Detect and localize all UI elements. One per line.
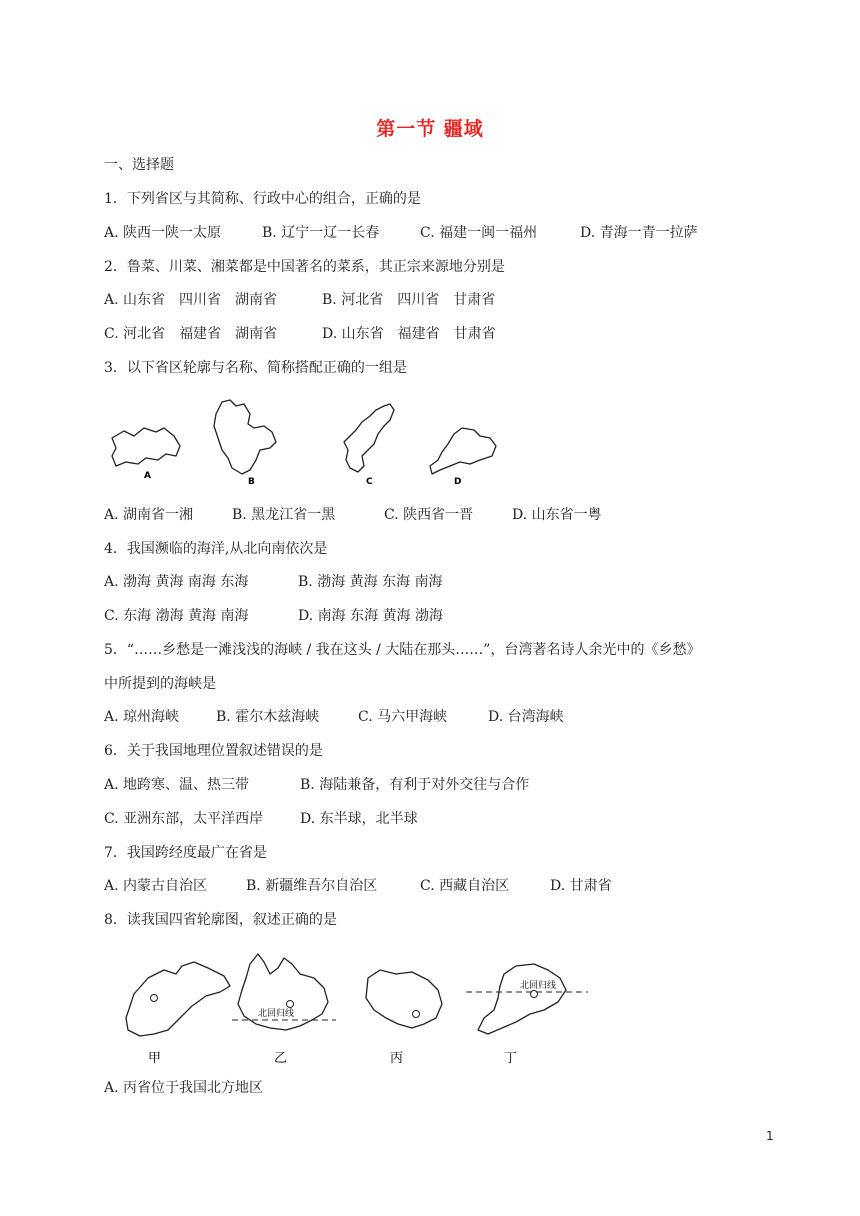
figure-label-jia: 甲	[148, 1051, 162, 1066]
q1-option-b[interactable]: B. 辽宁一辽一长春	[262, 225, 380, 241]
q5-option-a[interactable]: A. 琼州海峡	[104, 709, 180, 725]
question-4-options-row1	[104, 572, 443, 592]
question-2-options-row1	[104, 290, 495, 310]
capital-marker-jia	[151, 995, 158, 1002]
q4-option-a[interactable]: A. 渤海 黄海 南海 东海	[104, 574, 249, 590]
question-3-options	[104, 505, 602, 525]
q2-option-a[interactable]: A. 山东省 四川省 湖南省	[104, 292, 278, 308]
outline-d	[430, 428, 496, 474]
question-2-options-row2	[104, 324, 496, 344]
outline-label-c: C	[366, 477, 373, 487]
q2-option-b[interactable]: B. 河北省 四川省 甘肃省	[322, 292, 496, 308]
question-5-stem-cont: 中所提到的海峡是	[104, 676, 216, 692]
q1-option-c[interactable]: C. 福建一闽一福州	[420, 225, 538, 241]
province-outline-figure	[104, 398, 504, 497]
q3-option-a[interactable]: A. 湖南省一湘	[104, 507, 194, 523]
page-number: 1	[766, 1129, 774, 1143]
q5-option-c[interactable]: C. 马六甲海峡	[358, 709, 448, 725]
q6-option-b[interactable]: B. 海陆兼备，有利于对外交往与合作	[300, 777, 530, 793]
q6-option-a[interactable]: A. 地跨寒、温、热三带	[104, 777, 250, 793]
figure-label-bing: 丙	[390, 1051, 404, 1066]
page-title: 第一节 疆域	[376, 118, 484, 140]
q3-option-b[interactable]: B. 黑龙江省一黑	[232, 507, 336, 523]
question-5-stem: 5．“……乡愁是一滩浅浅的海峡 / 我在这头 / 大陆在那头……”，台湾著名诗人余光中的《乡愁》	[104, 642, 701, 658]
question-6-stem: 6．关于我国地理位置叙述错误的是	[104, 743, 323, 759]
four-provinces-svg	[120, 944, 600, 1074]
question-4-options-row2	[104, 606, 443, 626]
q4-option-d[interactable]: D. 南海 东海 黄海 渤海	[298, 608, 443, 624]
outline-label-b: B	[248, 477, 255, 487]
q5-option-b[interactable]: B. 霍尔木兹海峡	[216, 709, 320, 725]
outline-label-a: A	[144, 471, 151, 481]
four-provinces-figure	[120, 944, 600, 1078]
question-8-stem: 8．读我国四省轮廓图，叙述正确的是	[104, 912, 337, 928]
question-1-stem: 1．下列省区与其简称、行政中心的组合，正确的是	[104, 191, 421, 207]
figure-label-ding: 丁	[504, 1051, 518, 1066]
q4-option-b[interactable]: B. 渤海 黄海 东海 南海	[298, 574, 443, 590]
q4-option-c[interactable]: C. 东海 渤海 黄海 南海	[104, 608, 249, 624]
q6-option-c[interactable]: C. 亚洲东部，太平洋西岸	[104, 811, 264, 827]
q3-option-c[interactable]: C. 陕西省一晋	[384, 507, 474, 523]
capital-marker-yi	[287, 1001, 294, 1008]
question-7-options	[104, 876, 612, 896]
tropic-label-yi: 北回归线	[258, 1009, 295, 1019]
q1-option-d[interactable]: D. 青海一青一拉萨	[580, 225, 698, 241]
question-7-stem: 7．我国跨经度最广在省是	[104, 845, 267, 861]
q3-option-d[interactable]: D. 山东省一粤	[512, 507, 602, 523]
q5-option-d[interactable]: D. 台湾海峡	[488, 709, 564, 725]
outline-label-d: D	[454, 477, 462, 487]
section-heading: 一、选择题	[104, 157, 174, 173]
q6-option-d[interactable]: D. 东半球，北半球	[300, 811, 418, 827]
outline-b	[214, 400, 276, 474]
question-4-stem: 4．我国濒临的海洋,从北向南依次是	[104, 541, 328, 557]
q7-option-b[interactable]: B. 新疆维吾尔自治区	[246, 878, 378, 894]
question-5-options	[104, 707, 564, 727]
outline-jia	[126, 962, 230, 1036]
question-1-options	[104, 223, 698, 243]
q7-option-a[interactable]: A. 内蒙古自治区	[104, 878, 208, 894]
q2-option-d[interactable]: D. 山东省 福建省 甘肃省	[322, 326, 496, 342]
outline-a	[112, 428, 180, 466]
q7-option-d[interactable]: D. 甘肃省	[550, 878, 612, 894]
outline-bing	[366, 970, 442, 1028]
question-8-option-a[interactable]: A. 丙省位于我国北方地区	[104, 1080, 264, 1096]
figure-label-yi: 乙	[274, 1051, 288, 1066]
question-3-stem: 3．以下省区轮廓与名称、简称搭配正确的一组是	[104, 360, 407, 376]
q1-option-a[interactable]: A. 陕西一陕一太原	[104, 225, 222, 241]
question-6-options-row1	[104, 775, 529, 795]
outline-ding	[478, 964, 566, 1034]
capital-marker-bing	[413, 1011, 420, 1018]
province-outlines-svg	[104, 398, 504, 493]
tropic-label-ding: 北回归线	[520, 981, 557, 991]
question-2-stem: 2．鲁菜、川菜、湘菜都是中国著名的菜系，其正宗来源地分别是	[104, 259, 505, 275]
q7-option-c[interactable]: C. 西藏自治区	[420, 878, 510, 894]
outline-c	[344, 404, 394, 472]
question-6-options-row2	[104, 809, 418, 829]
q2-option-c[interactable]: C. 河北省 福建省 湖南省	[104, 326, 278, 342]
